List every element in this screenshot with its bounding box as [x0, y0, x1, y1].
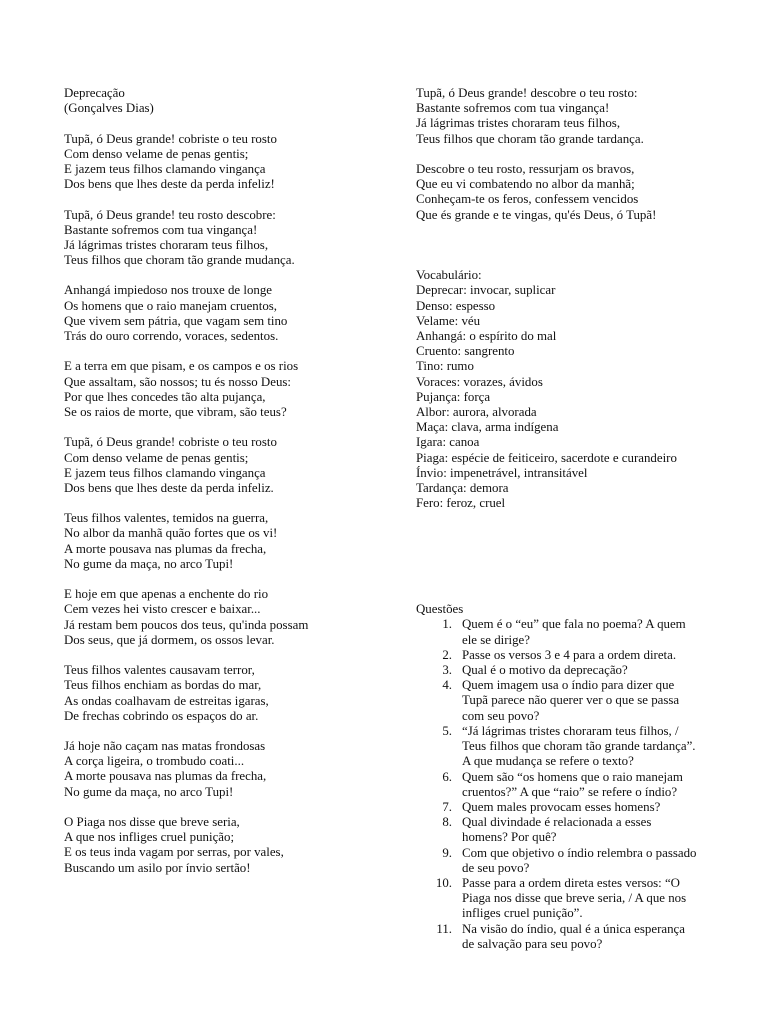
verse-line: Com denso velame de penas gentis; — [64, 450, 249, 465]
stanza — [64, 739, 404, 800]
verse-line: Conheçam-te os feros, confessem vencidos — [416, 192, 639, 207]
question-item — [416, 876, 716, 922]
verse-line: Teus filhos que choram tão grande tardança. — [416, 131, 644, 146]
verse-line: Teus filhos valentes, temidos na guerra, — [64, 511, 269, 526]
verse-line: Os homens que o raio manejam cruentos, — [64, 298, 277, 313]
verse-line: De frechas cobrindo os espaços do ar. — [64, 708, 259, 723]
stanza — [64, 359, 404, 420]
question-line: com seu povo? — [462, 708, 540, 723]
question-line: Quem males provocam esses homens? — [462, 799, 661, 814]
stanza — [64, 511, 404, 572]
stanza — [64, 815, 404, 876]
verse-line: Tupã, ó Deus grande! cobriste o teu rosto — [64, 435, 277, 450]
question-line: Quem é o “eu” que fala no poema? A quem — [462, 617, 686, 632]
question-line: Passe os versos 3 e 4 para a ordem direta. — [462, 647, 677, 662]
question-item — [416, 617, 716, 647]
question-line: infliges cruel punição”. — [462, 906, 583, 921]
verse-line: Por que lhes concedes tão alta pujança, — [64, 389, 266, 404]
question-item — [416, 663, 716, 678]
stanza — [64, 587, 404, 648]
stanza — [64, 208, 404, 269]
vocabulary-list — [416, 283, 716, 511]
vocabulary-item: Tardança: demora — [416, 480, 509, 495]
question-item — [416, 770, 716, 800]
verse-line: A morte pousava nas plumas da frecha, — [64, 769, 267, 784]
verse-line: No gume da maça, no arco Tupi! — [64, 784, 234, 799]
questions-heading: Questões — [416, 602, 464, 617]
verse-line: Se os raios de morte, que vibram, são teus? — [64, 404, 287, 419]
question-number: 6. — [442, 769, 452, 784]
question-number: 5. — [442, 723, 452, 738]
verse-line: Já hoje não caçam nas matas frondosas — [64, 739, 266, 754]
vocabulary-item: Ínvio: impenetrável, intransitável — [416, 465, 588, 480]
question-line: Com que objetivo o índio relembra o passado — [462, 845, 697, 860]
question-line: Piaga nos disse que breve seria, / A que nos — [462, 891, 687, 906]
verse-line: Bastante sofremos com tua vingança! — [64, 222, 258, 237]
question-line: de salvação para seu povo? — [462, 936, 603, 951]
stanza — [64, 663, 404, 724]
question-text — [462, 876, 716, 922]
question-text — [462, 846, 716, 876]
vocabulary-item: Igara: canoa — [416, 435, 480, 450]
verse-line: Dos bens que lhes deste da perda infeliz! — [64, 177, 275, 192]
vocabulary-item: Maça: clava, arma indígena — [416, 420, 559, 435]
stanza — [64, 283, 404, 344]
poem-title: Deprecação — [64, 86, 125, 100]
vocabulary-item: Cruento: sangrento — [416, 344, 515, 359]
verse-line: Teus filhos enchiam as bordas do mar, — [64, 678, 262, 693]
verse-line: No gume da maça, no arco Tupi! — [64, 556, 234, 571]
vocabulary-item: Piaga: espécie de feiticeiro, sacerdote e curandeiro — [416, 450, 677, 465]
stanza — [64, 435, 404, 496]
stanza — [64, 132, 404, 193]
verse-line: Cem vezes hei visto crescer e baixar... — [64, 602, 261, 617]
verse-line: Teus filhos que choram tão grande mudança. — [64, 253, 295, 268]
question-number: 8. — [442, 815, 452, 830]
question-line: homens? Por quê? — [462, 830, 557, 845]
question-text — [462, 922, 716, 952]
question-item — [416, 678, 716, 724]
question-number: 7. — [442, 799, 452, 814]
question-number: 9. — [442, 845, 452, 860]
question-line: A que mudança se refere o texto? — [462, 754, 634, 769]
question-text — [462, 800, 716, 815]
verse-line: A que nos infliges cruel punição; — [64, 830, 235, 845]
verse-line: A corça ligeira, o trombudo coati... — [64, 754, 245, 769]
verse-line: As ondas coalhavam de estreitas igaras, — [64, 693, 269, 708]
verse-line: E os teus inda vagam por serras, por vales, — [64, 845, 284, 860]
question-number: 11. — [436, 921, 452, 936]
question-line: Na visão do índio, qual é a única esperança — [462, 921, 685, 936]
verse-line: E jazem teus filhos clamando vingança — [64, 161, 266, 176]
verse-line: Que és grande e te vingas, qu'és Deus, ó Tupã! — [416, 207, 657, 222]
vocabulary-item: Pujança: força — [416, 389, 491, 404]
verse-line: No albor da manhã quão fortes que os vi! — [64, 526, 278, 541]
verse-line: Descobre o teu rosto, ressurjam os bravos, — [416, 161, 635, 176]
stanza — [416, 162, 716, 223]
verse-line: E a terra em que pisam, e os campos e os rios — [64, 359, 299, 374]
question-line: ele se dirige? — [462, 632, 530, 647]
question-text — [462, 648, 716, 663]
verse-line: Já lágrimas tristes choraram teus filhos, — [416, 116, 621, 131]
question-line: “Já lágrimas tristes choraram teus filhos, / — [462, 723, 679, 738]
stanza — [416, 86, 716, 147]
vocabulary-item: Fero: feroz, cruel — [416, 496, 506, 511]
verse-line: O Piaga nos disse que breve seria, — [64, 815, 240, 829]
verse-line: Buscando um asilo por ínvio sertão! — [64, 860, 251, 875]
question-item — [416, 648, 716, 663]
left-stanzas — [64, 132, 404, 876]
verse-line: Já restam bem poucos dos teus, qu'inda possam — [64, 617, 309, 632]
left-column — [64, 86, 404, 876]
verse-line: Dos seus, que já dormem, os ossos levar. — [64, 632, 275, 647]
verse-line: Tupã, ó Deus grande! descobre o teu rosto: — [416, 86, 638, 100]
question-item — [416, 724, 716, 770]
question-line: Teus filhos que choram tão grande tardança”. — [462, 739, 696, 754]
verse-line: Com denso velame de penas gentis; — [64, 146, 249, 161]
question-number: 2. — [442, 647, 452, 662]
question-line: Quem imagem usa o índio para dizer que — [462, 678, 675, 693]
verse-line: Tupã, ó Deus grande! teu rosto descobre: — [64, 207, 276, 222]
vocabulary-item: Velame: véu — [416, 313, 481, 328]
right-column — [416, 86, 716, 952]
verse-line: A morte pousava nas plumas da frecha, — [64, 541, 267, 556]
vocabulary-item: Deprecar: invocar, suplicar — [416, 283, 556, 298]
vocabulary-item: Tino: rumo — [416, 359, 474, 374]
verse-line: Dos bens que lhes deste da perda infeliz. — [64, 480, 274, 495]
question-line: Quem são “os homens que o raio manejam — [462, 769, 683, 784]
questions-list — [416, 617, 716, 951]
question-number: 3. — [442, 663, 452, 678]
question-item — [416, 922, 716, 952]
question-text — [462, 617, 716, 647]
question-text — [462, 663, 716, 678]
verse-line: Que assaltam, são nossos; tu és nosso Deus: — [64, 374, 292, 389]
vocabulary-item: Anhangá: o espírito do mal — [416, 329, 557, 344]
verse-line: Teus filhos valentes causavam terror, — [64, 663, 255, 678]
question-number: 4. — [442, 678, 452, 693]
question-line: Tupã parece não querer ver o que se passa — [462, 693, 680, 708]
question-text — [462, 724, 716, 770]
verse-line: Anhangá impiedoso nos trouxe de longe — [64, 283, 272, 298]
question-item — [416, 846, 716, 876]
question-number: 10. — [435, 875, 452, 890]
question-text — [462, 678, 716, 724]
verse-line: Tupã, ó Deus grande! cobriste o teu rosto — [64, 131, 277, 146]
question-text — [462, 815, 716, 845]
question-item — [416, 815, 716, 845]
question-line: cruentos?” A que “raio” se refere o índio? — [462, 784, 678, 799]
verse-line: Já lágrimas tristes choraram teus filhos, — [64, 237, 269, 252]
vocabulary-item: Albor: aurora, alvorada — [416, 404, 537, 419]
verse-line: E jazem teus filhos clamando vingança — [64, 465, 266, 480]
question-line: Qual é o motivo da deprecação? — [462, 663, 628, 678]
poem-author: (Gonçalves Dias) — [64, 101, 154, 116]
question-line: Qual divindade é relacionada a esses — [462, 815, 652, 830]
right-stanzas — [416, 86, 716, 223]
verse-line: Que vivem sem pátria, que vagam sem tino — [64, 313, 288, 328]
verse-line: Bastante sofremos com tua vingança! — [416, 101, 610, 116]
verse-line: Que eu vi combatendo no albor da manhã; — [416, 177, 635, 192]
question-text — [462, 770, 716, 800]
verse-line: Trás do ouro correndo, voraces, sedentos. — [64, 329, 279, 343]
verse-line: E hoje em que apenas a enchente do rio — [64, 587, 269, 602]
vocabulary-heading: Vocabulário: — [416, 268, 482, 283]
question-item — [416, 800, 716, 815]
question-line: de seu povo? — [462, 860, 530, 875]
vocabulary-item: Denso: espesso — [416, 298, 496, 313]
question-number: 1. — [442, 617, 452, 632]
question-line: Passe para a ordem direta estes versos: “O — [462, 875, 680, 890]
vocabulary-item: Voraces: vorazes, ávidos — [416, 374, 543, 389]
